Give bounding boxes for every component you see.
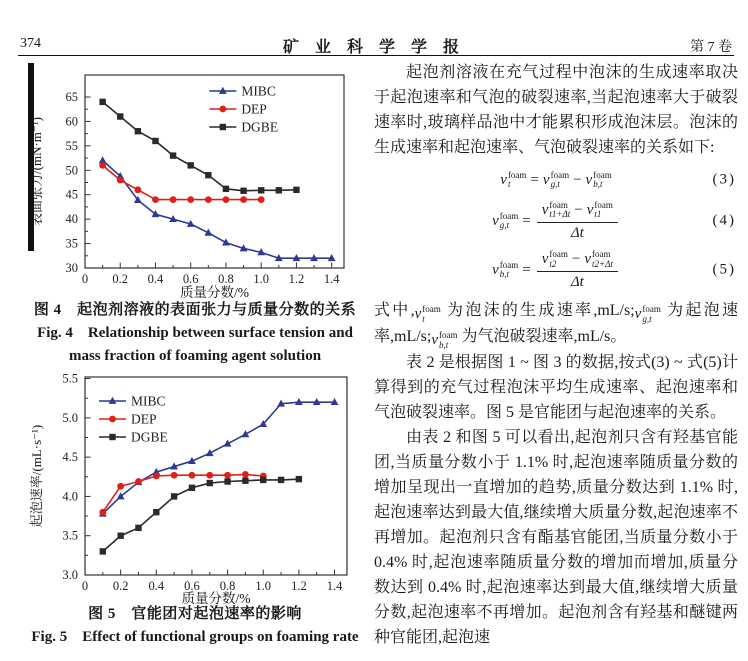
svg-text:0.8: 0.8 [219,579,236,593]
equation-number: (4) [712,212,736,229]
math-variable: v foam t [500,169,527,189]
svg-text:MIBC: MIBC [131,393,166,409]
svg-text:DEP: DEP [131,411,157,427]
svg-text:4.0: 4.0 [62,489,78,504]
equation-number: (3) [712,171,736,188]
math-variable: v foam t1+Δt [541,200,571,220]
svg-text:质量分数/%: 质量分数/% [180,285,249,300]
svg-text:60: 60 [65,114,78,129]
svg-text:65: 65 [65,89,78,104]
svg-text:5.5: 5.5 [62,371,78,386]
figure4-caption-en-2: mass fraction of foaming agent solution [68,348,322,364]
svg-text:质量分数/%: 质量分数/% [181,591,251,606]
svg-text:1.0: 1.0 [253,272,270,286]
svg-text:0.4: 0.4 [148,579,165,593]
text-column [374,60,738,650]
paragraph-variable-definitions: 式中, v foam t 为泡沫的生成速率,mL/s; v foam g,t 为起泡速率,mL/s; v foam b,t 为气泡破裂速率,mL/s。 [374,302,738,350]
svg-text:0: 0 [81,579,89,593]
equation: v foam t = v foam g,t − v foam b,t (3) [374,167,738,193]
svg-text:0.6: 0.6 [184,579,200,593]
svg-text:1.2: 1.2 [291,579,307,593]
equation: v foam b,t = v foam t2 − v foam t2+Δt Δt (5) [492,249,736,290]
paragraph-table2-reference: 表 2 是根据图 1 ~ 图 3 的数据,按式(3) ~ 式(5)计算得到的充气过程泡沫平均生成速率、起泡速率和气泡破裂速率。图 5 是官能团与起泡速率的关系。 [374,354,738,422]
math-variable: v foam g,t [542,169,570,189]
math-variable: v foam g,t [634,304,661,324]
figure5-chart [28,366,364,608]
svg-text:45: 45 [65,187,78,202]
math-variable: v foam b,t [585,169,612,189]
svg-text:4.5: 4.5 [62,450,78,465]
svg-text:0.8: 0.8 [218,272,234,286]
volume-label: 第 7 卷 [690,40,732,55]
journal-title: 矿 业 科 学 学 报 [282,39,465,56]
svg-text:DEP: DEP [241,101,267,117]
svg-text:1.4: 1.4 [323,272,340,286]
svg-text:1.2: 1.2 [288,272,305,286]
svg-text:1.0: 1.0 [255,579,272,593]
svg-text:0.2: 0.2 [112,272,129,286]
svg-text:1.4: 1.4 [326,579,343,593]
svg-text:5.0: 5.0 [62,410,78,425]
svg-text:50: 50 [65,163,78,178]
paragraph-discussion: 由表 2 和图 5 可以看出,起泡剂只含有羟基官能团,当质量分数小于 1.1% 时,起泡速率随质量分数的增加呈现出一直增加的趋势,质量分数达到 1.1% 时,起泡速率达到最大值,继续增大质量分数,起泡速率不再增加。起泡剂只含有酯基官能团,当质量分数小于 0.4% 时,起泡速率随质量分数的增加而增加,质量分数达到 0.4% 时,起泡速率达到最大值,继续增大质量分数,起泡速率不再增加。起泡剂含有羟基和醚键两种官能团,起泡速 [374,429,738,647]
math-variable: v foam b,t [492,259,519,280]
math-variable: v foam t [414,304,441,324]
equation: v foam g,t = v foam t1+Δt − v foam t1 Δt (4) [492,200,736,241]
svg-text:35: 35 [65,236,78,251]
svg-text:DGBE: DGBE [131,429,168,445]
math-variable: v foam t2+Δt [584,249,613,269]
equation-number: (5) [712,261,736,278]
figure4-caption-en-1: Fig. 4 Relationship between surface tension and [37,325,353,341]
svg-text:0.2: 0.2 [112,579,129,593]
svg-text:0: 0 [81,272,89,286]
figure4-chart [28,60,360,302]
figure5-caption-cn: 图 5 官能团对起泡速率的影响 [88,606,302,622]
svg-text:3.0: 3.0 [62,568,78,582]
header-rule [18,55,734,56]
svg-text:30: 30 [65,261,78,275]
svg-text:0.6: 0.6 [182,272,199,286]
svg-text:55: 55 [65,138,78,153]
paragraph-intro: 起泡剂溶液在充气过程中泡沫的生成速率取决于起泡速率和气泡的破裂速率,当起泡速率大于破裂速率时,玻璃样品池中才能累积形成泡沫层。泡沫的生成速率和起泡速率、气泡破裂速率的关系如下: [374,64,738,156]
svg-text:40: 40 [65,212,78,227]
svg-text:MIBC: MIBC [241,83,276,99]
math-variable: v foam b,t [431,330,458,350]
svg-text:3.5: 3.5 [62,528,78,543]
figure4-caption-cn: 图 4 起泡剂溶液的表面张力与质量分数的关系 [33,302,357,318]
equation-block [374,167,738,291]
svg-text:表面张力/(mN·m⁻¹): 表面张力/(mN·m⁻¹) [29,117,44,226]
math-variable: v foam g,t [492,210,519,231]
svg-text:0.4: 0.4 [147,272,164,286]
math-variable: v foam t1 [586,200,613,220]
math-variable: v foam t2 [541,249,568,269]
page-number: 374 [20,36,41,51]
svg-text:起泡速率/(mL·s⁻¹): 起泡速率/(mL·s⁻¹) [29,424,44,528]
figure5-caption-en-1: Fig. 5 Effect of functional groups on foaming rate [31,629,359,645]
svg-text:DGBE: DGBE [241,119,279,135]
